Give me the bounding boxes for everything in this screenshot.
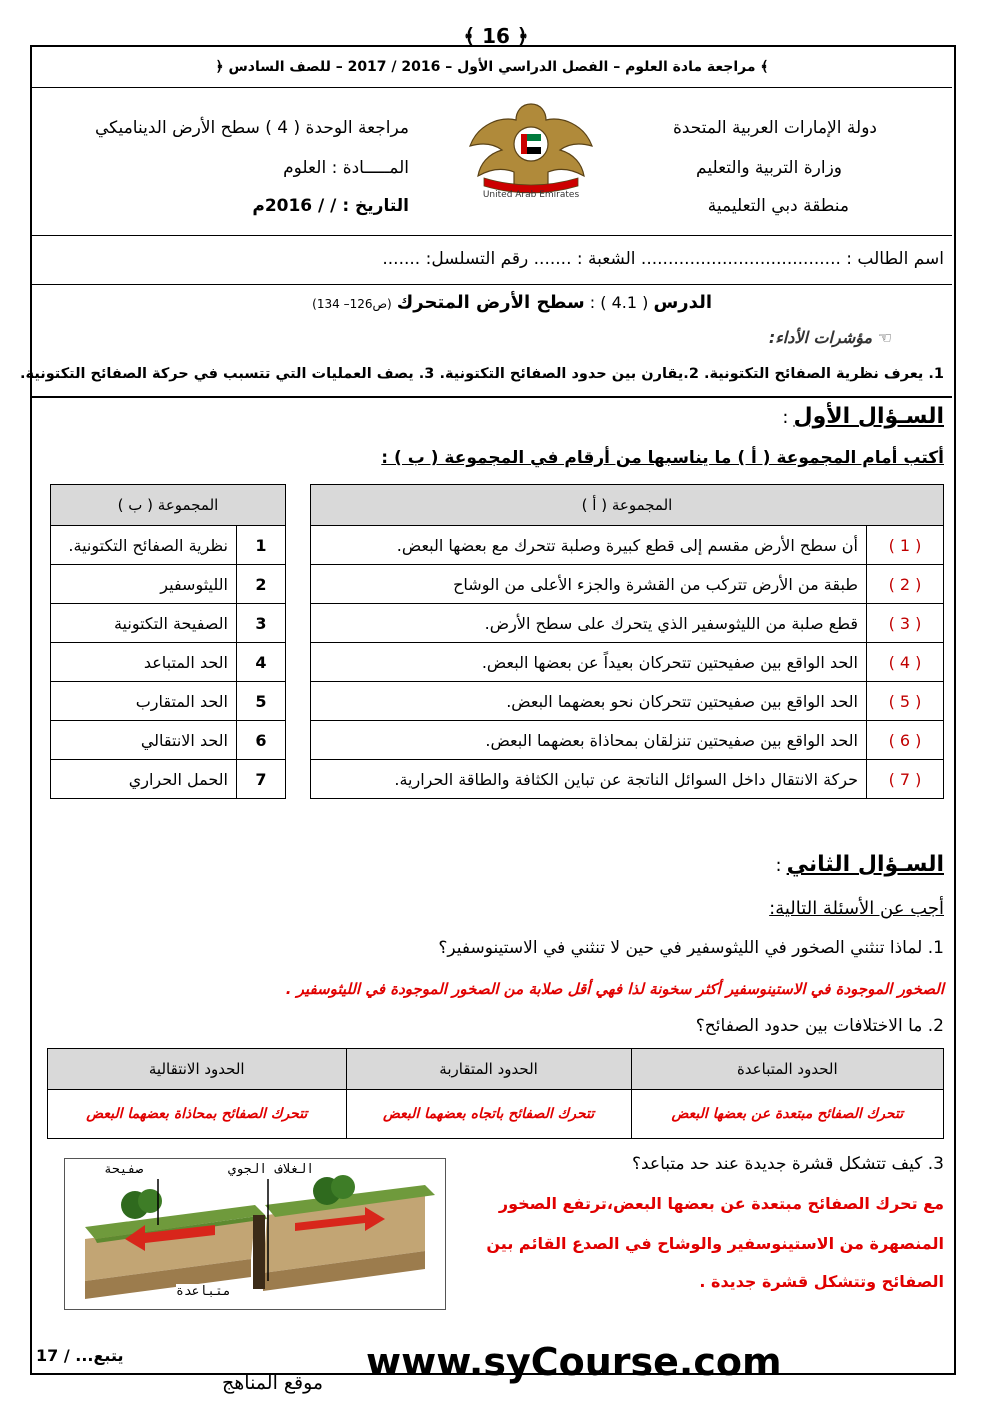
indicators-title: ☜ مؤشرات الأداء: — [768, 328, 892, 347]
figure-label-atmosphere: الغلاف الجوي — [228, 1162, 315, 1177]
boundary-header: الحدود المتقاربة — [346, 1049, 631, 1090]
answer-cell[interactable]: ( 2 ) — [867, 565, 944, 604]
figure-label-plate: صفيحة — [104, 1162, 144, 1177]
boundaries-table — [47, 1048, 944, 1139]
figure-label-divergent: متباعدة — [176, 1284, 231, 1299]
lesson-pages: (ص126– 134) — [312, 297, 392, 311]
header-unit: مراجعة الوحدة ( 4 ) سطح الأرض الديناميكي — [95, 118, 409, 138]
table-row: ( 5 ) الحد الواقع بين صفيحتين تتحركان نحو بعضهما البعض. — [311, 682, 944, 721]
group-b-table — [50, 484, 286, 799]
header-subject: المـــــادة : العلوم — [283, 158, 409, 178]
header-zone: منطقة دبي التعليمية — [707, 196, 849, 216]
divider — [32, 396, 952, 398]
boundary-desc: تتحرك الصفائح باتجاه بعضهما البعض — [346, 1090, 631, 1139]
site-name-ar: موقع المناهج — [222, 1372, 324, 1394]
table-row: ( 7 ) حركة الانتقال داخل السوائل الناتجة عن تباين الكثافة والطاقة الحرارية. — [311, 760, 944, 799]
answer-cell[interactable]: ( 3 ) — [867, 604, 944, 643]
lesson-line — [312, 292, 712, 313]
site-link[interactable]: www.syCourse.com — [366, 1340, 782, 1384]
q2-answer3-line3: الصفائح وتتشكل قشرة جديدة . — [699, 1272, 944, 1291]
table-row: 2 الليثوسفير — [51, 565, 286, 604]
q2-heading: السـؤال الثاني : — [775, 852, 944, 877]
table-row: ( 6 ) الحد الواقع بين صفيحتين تنزلقان بمحاذاة بعضهما البعض. — [311, 721, 944, 760]
header-date: التاريخ : / / 2016م — [252, 196, 409, 216]
group-b-header: المجموعة ( ب ) — [51, 485, 286, 526]
table-row: 5 الحد المتقارب — [51, 682, 286, 721]
q1-instruction: أكتب أمام المجموعة ( أ ) ما يناسبها من أرقام في المجموعة ( ب ) : — [381, 448, 944, 468]
answer-cell[interactable]: ( 7 ) — [867, 760, 944, 799]
q2-item1: 1. لماذا تنثني الصخور في الليثوسفير في حين لا تنثني في الاستينوسفير؟ — [438, 938, 944, 958]
q2-item2: 2. ما الاختلافات بين حدود الصفائح؟ — [695, 1016, 944, 1036]
group-a-table — [310, 484, 944, 799]
pointing-hand-icon: ☜ — [872, 328, 892, 347]
banner: ﴾ مراجعة مادة العلوم – الفصل الدراسي الأول – 2016 / 2017 – للصف السادس ﴿ — [32, 47, 952, 88]
lesson-number: ( 4.1 ) : — [589, 293, 649, 312]
group-a-header: المجموعة ( أ ) — [311, 485, 944, 526]
table-row: 4 الحد المتباعد — [51, 643, 286, 682]
boundary-desc: تتحرك الصفائح مبتعدة عن بعضها البعض — [631, 1090, 943, 1139]
q1-title: السـؤال الأول — [793, 404, 944, 429]
indicators-text: 1. يعرف نظرية الصفائح التكتونية. 2.يقارن بين حدود الصفائح التكتونية. 3. يصف العمليات التي تتسبب في حركة الصفائح التكتونية. — [20, 366, 944, 382]
boundary-header: الحدود الانتقالية — [48, 1049, 347, 1090]
boundary-desc: تتحرك الصفائح بمحاذاة بعضهما البعض — [48, 1090, 347, 1139]
q2-item3: 3. كيف تتشكل قشرة جديدة عند حد متباعد؟ — [631, 1154, 944, 1174]
lesson-label: الدرس — [653, 292, 712, 313]
divider — [32, 235, 952, 236]
answer-cell[interactable]: ( 4 ) — [867, 643, 944, 682]
table-row: 1 نظرية الصفائح التكتونية. — [51, 526, 286, 565]
student-info: اسم الطالب : ..................................... الشعبة : ....... رقم التسلسل: ....... — [382, 249, 944, 269]
answer-cell[interactable]: ( 6 ) — [867, 721, 944, 760]
table-row: ( 2 ) طبقة من الأرض تتركب من القشرة والجزء الأعلى من الوشاح — [311, 565, 944, 604]
q2-answer3-line1: مع تحرك الصفائح مبتعدة عن بعضها البعض،ترتفع الصخور — [498, 1194, 944, 1213]
q2-title: السـؤال الثاني — [786, 852, 944, 877]
table-row: 7 الحمل الحراري — [51, 760, 286, 799]
q2-answer3-line2: المنصهرة من الاستينوسفير والوشاح في الصدع القائم بين — [486, 1234, 944, 1253]
divider — [32, 284, 952, 285]
boundary-header: الحدود المتباعدة — [631, 1049, 943, 1090]
header-ministry: وزارة التربية والتعليم — [696, 158, 842, 178]
answer-cell[interactable]: ( 5 ) — [867, 682, 944, 721]
answer-cell[interactable]: ( 1 ) — [867, 526, 944, 565]
table-row: ( 3 ) قطع صلبة من الليثوسفير الذي يتحرك على سطح الأرض. — [311, 604, 944, 643]
divergent-boundary-figure — [64, 1158, 446, 1310]
q1-heading: السـؤال الأول : — [782, 404, 944, 429]
emblem-caption: United Arab Emirates — [482, 190, 580, 200]
q2-answer1: الصخور الموجودة في الاستينوسفير أكثر سخونة لذا فهي أقل صلابة من الصخور الموجودة في الليثوسفير . — [285, 980, 944, 998]
lesson-title: سطح الأرض المتحرك — [396, 292, 585, 313]
continue-note: يتبع... / 17 — [36, 1346, 124, 1365]
page-number: ﴾ 16 ﴿ — [463, 24, 529, 48]
table-row: ( 4 ) الحد الواقع بين صفيحتين تتحركان بعيداً عن بعضها البعض. — [311, 643, 944, 682]
table-row: ( 1 ) أن سطح الأرض مقسم إلى قطع كبيرة وصلبة تتحرك مع بعضها البعض. — [311, 526, 944, 565]
q2-instruction: أجب عن الأسئلة التالية: — [769, 898, 944, 919]
table-row: 6 الحد الانتقالي — [51, 721, 286, 760]
header-country: دولة الإمارات العربية المتحدة — [672, 118, 877, 138]
table-row: 3 الصفيحة التكتونية — [51, 604, 286, 643]
